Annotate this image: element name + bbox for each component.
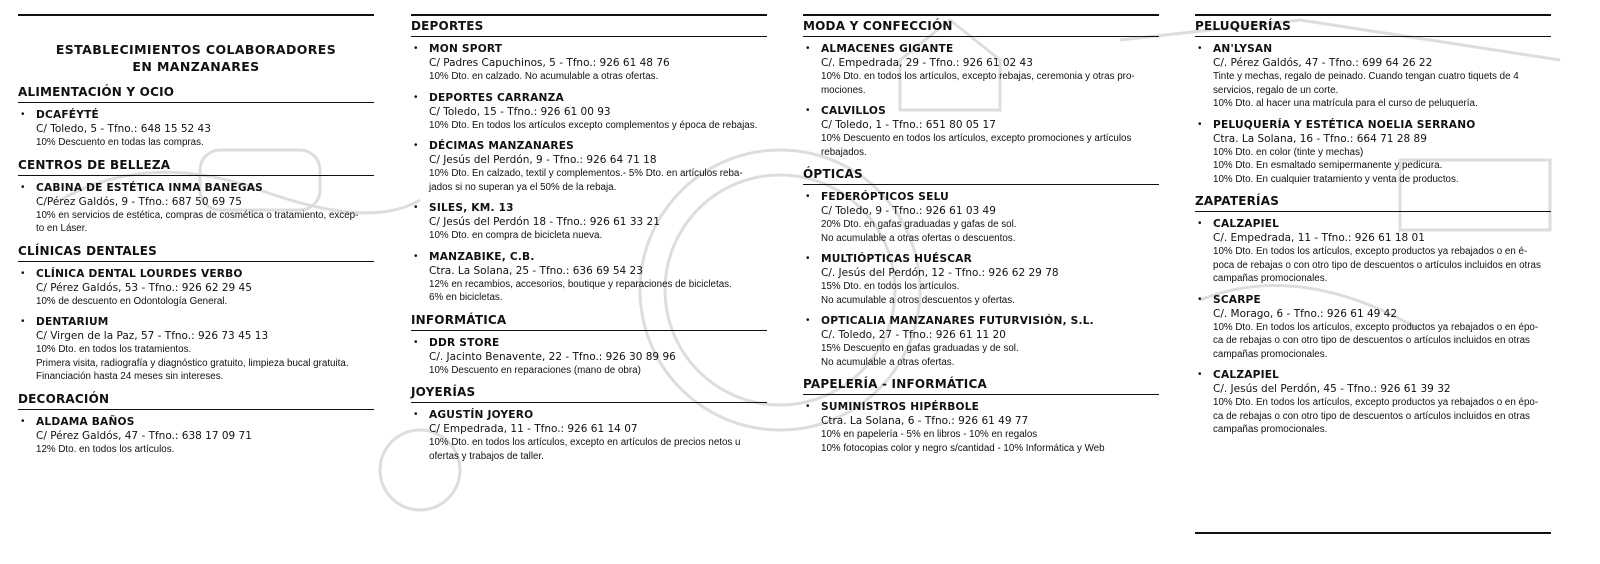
establishment-address-phone: C/. Pérez Galdós, 47 - Tfno.: 699 64 26 22 — [1213, 57, 1433, 69]
establishment-address-phone: C/. Empedrada, 29 - Tfno.: 926 61 02 43 — [821, 57, 1033, 69]
establishment-address-phone: Ctra. La Solana, 6 - Tfno.: 926 61 49 77 — [821, 415, 1029, 427]
discount-line: 10% Dto. en compra de bicicleta nueva. — [429, 230, 603, 241]
establishment-address-phone: C/ Virgen de la Paz, 57 - Tfno.: 926 73 45 13 — [36, 330, 269, 342]
establishment-address-phone: C/ Jesús del Perdón 18 - Tfno.: 926 61 33 21 — [429, 216, 660, 228]
discount-line: 10% de descuento en Odontología General. — [36, 295, 228, 307]
discount-line: 10% Dto. en todos los tratamientos. — [36, 344, 192, 355]
establishment-address-phone: C/ Toledo, 9 - Tfno.: 926 61 03 49 — [821, 205, 996, 217]
establishment-name: DEPORTES CARRANZA — [429, 91, 564, 104]
bullet-icon: • — [806, 43, 810, 54]
discount-details — [821, 280, 1159, 307]
establishment-entry — [18, 315, 374, 384]
discount-details — [429, 364, 767, 378]
bottom-rule — [1195, 532, 1551, 534]
discount-details — [36, 443, 374, 457]
category-section — [803, 14, 1159, 159]
establishment-name: MULTIÓPTICAS HUÉSCAR — [821, 253, 973, 265]
establishment-entry — [411, 139, 767, 194]
establishment-entry — [803, 400, 1159, 455]
discount-details — [1213, 396, 1551, 437]
discount-line: jados si no superan ya el 50% de la rebaja. — [429, 181, 617, 193]
establishment-entry — [411, 336, 767, 378]
establishment-name: AGUSTÍN JOYERO — [429, 409, 534, 421]
bullet-icon: • — [806, 253, 810, 264]
discount-line: campañas promocionales. — [1213, 273, 1328, 284]
discount-line: 12% en recambios, accesorios, boutique y reparaciones de bicicletas. — [429, 278, 732, 290]
discount-line: campañas promocionales. — [1213, 424, 1328, 435]
category-section — [803, 377, 1159, 455]
document-title — [18, 41, 374, 75]
establishment-name: DENTARIUM — [36, 316, 109, 328]
establishment-address-phone: C/. Morago, 6 - Tfno.: 926 61 49 42 — [1213, 307, 1398, 320]
establishment-entry — [803, 42, 1159, 97]
discount-line: mociones. — [821, 84, 866, 96]
discount-line: 10% Descuento en reparaciones (mano de obra) — [429, 364, 641, 376]
establishment-address-phone: Ctra. La Solana, 25 - Tfno.: 636 69 54 23 — [429, 264, 643, 277]
establishment-name: CALZAPIEL — [1213, 369, 1280, 381]
bullet-icon: • — [806, 401, 810, 412]
discount-details — [821, 342, 1159, 369]
document-title-block — [18, 14, 374, 75]
establishment-entry — [1195, 293, 1551, 362]
discount-line: No acumulable a otras ofertas. — [821, 356, 955, 368]
establishment-entry — [1195, 368, 1551, 437]
discount-line: 6% en bicicletas. — [429, 292, 503, 303]
establishment-address-phone: C/ Padres Capuchinos, 5 - Tfno.: 926 61 48 76 — [429, 57, 670, 69]
column-4 — [1195, 14, 1551, 445]
category-heading: CENTROS DE BELLEZA — [18, 158, 374, 176]
discount-details — [1213, 70, 1551, 111]
establishment-name: ALDAMA BAÑOS — [36, 415, 135, 428]
discount-line: ofertas y trabajos de taller. — [429, 450, 544, 462]
establishment-address-phone: C/. Empedrada, 11 - Tfno.: 926 61 18 01 — [1213, 232, 1425, 244]
category-heading: PELUQUERÍAS — [1195, 14, 1551, 37]
discount-line: 15% Descuento en gafas graduadas y de sol. — [821, 343, 1019, 354]
discount-details — [36, 295, 374, 309]
establishment-address-phone: C/. Jesús del Perdón, 45 - Tfno.: 926 61 39 32 — [1213, 383, 1451, 395]
discount-line: 10% Dto. en calzado. No acumulable a otras ofertas. — [429, 71, 659, 82]
discount-line: 10% en papelería - 5% en libros - 10% en regalos — [821, 429, 1038, 440]
discount-details — [1213, 146, 1551, 187]
category-heading: JOYERÍAS — [411, 385, 767, 403]
discount-details — [429, 167, 767, 194]
establishment-entry — [411, 201, 767, 243]
discount-details — [36, 136, 374, 150]
discount-line: 10% fotocopias color y negro s/cantidad - 10% Informática y Web — [821, 442, 1105, 454]
discount-details — [821, 70, 1159, 97]
establishment-address-phone: C/. Jacinto Benavente, 22 - Tfno.: 926 30 89 96 — [429, 350, 676, 363]
establishment-entry — [803, 314, 1159, 369]
category-section — [18, 392, 374, 457]
establishment-entry — [18, 181, 374, 236]
category-heading: MODA Y CONFECCIÓN — [803, 14, 1159, 37]
discount-line: 10% Dto. En todos los artículos, excepto productos ya rebajados o en é- — [1213, 246, 1528, 257]
establishment-address-phone: C/Pérez Galdós, 9 - Tfno.: 687 50 69 75 — [36, 195, 242, 208]
discount-line: Tinte y mechas, regalo de peinado. Cuando tengan cuatro tiquets de 4 — [1213, 71, 1519, 82]
category-heading: ZAPATERÍAS — [1195, 194, 1551, 212]
bullet-icon: • — [1198, 43, 1202, 54]
establishment-name: CABINA DE ESTÉTICA INMA BANEGAS — [36, 181, 263, 194]
category-section — [803, 167, 1159, 369]
discount-line: 10% Dto. al hacer una matrícula para el curso de peluquería. — [1213, 98, 1478, 109]
document-title-line-2: EN MANZANARES — [132, 59, 260, 74]
establishment-address-phone: C/ Pérez Galdós, 53 - Tfno.: 926 62 29 45 — [36, 281, 252, 294]
discount-line: ca de rebajas o con otro tipo de descuentos o artículos incluidos en otras — [1213, 335, 1530, 346]
establishment-entry — [411, 408, 767, 463]
establishment-entry — [411, 250, 767, 305]
establishment-address-phone: C/ Toledo, 15 - Tfno.: 926 61 00 93 — [429, 105, 611, 118]
establishment-name: FEDERÓPTICOS SELU — [821, 191, 949, 203]
bullet-icon: • — [21, 267, 25, 279]
category-heading: DECORACIÓN — [18, 392, 374, 410]
establishment-name: CALZAPIEL — [1213, 218, 1280, 230]
discount-details — [821, 428, 1159, 455]
discount-line: ca de rebajas o con otro tipo de descuentos o artículos incluidos en otras — [1213, 410, 1530, 422]
establishment-address-phone: C/ Toledo, 5 - Tfno.: 648 15 52 43 — [36, 123, 211, 135]
discount-line: 10% Dto. en todos los artículos, excepto rebajas, ceremonia y otras pro- — [821, 71, 1135, 82]
discount-details — [429, 436, 767, 463]
bullet-icon: • — [21, 109, 25, 120]
establishment-entry — [18, 267, 374, 309]
establishment-address-phone: Ctra. La Solana, 16 - Tfno.: 664 71 28 89 — [1213, 132, 1427, 145]
discount-line: 10% Dto. en color (tinte y mechas) — [1213, 146, 1364, 158]
bullet-icon: • — [414, 409, 418, 420]
category-section — [411, 385, 767, 463]
discount-line: 12% Dto. en todos los artículos. — [36, 443, 175, 455]
establishment-entry — [411, 91, 767, 133]
discount-details — [821, 132, 1159, 159]
establishment-name: PELUQUERÍA Y ESTÉTICA NOELIA SERRANO — [1213, 118, 1476, 131]
discount-line: 15% Dto. en todos los artículos. — [821, 281, 960, 292]
establishment-name: SILES, KM. 13 — [429, 202, 514, 214]
category-section — [18, 85, 374, 150]
establishment-name: DÉCIMAS MANZANARES — [429, 140, 574, 152]
bullet-icon: • — [1198, 369, 1202, 380]
establishment-address-phone: C/ Empedrada, 11 - Tfno.: 926 61 14 07 — [429, 423, 638, 435]
discount-line: 10% Dto. En calzado, textil y complementos.- 5% Dto. en artículos reba- — [429, 168, 743, 179]
discount-line: 20% Dto. en gafas graduadas y gafas de sol. — [821, 219, 1017, 230]
discount-line: 10% Dto. En todos los artículos excepto complementos y época de rebajas. — [429, 119, 758, 131]
establishment-entry — [1195, 42, 1551, 111]
establishment-name: DDR STORE — [429, 336, 500, 349]
establishment-address-phone: C/. Toledo, 27 - Tfno.: 926 61 11 20 — [821, 329, 1006, 341]
discount-details — [1213, 321, 1551, 362]
discount-line: 10% Dto. En todos los artículos, excepto productos ya rebajados o en épo- — [1213, 321, 1539, 333]
bullet-icon: • — [1198, 218, 1202, 229]
establishment-entry — [18, 108, 374, 150]
bullet-icon: • — [806, 315, 810, 326]
establishment-name: CALVILLOS — [821, 105, 886, 117]
establishment-entry — [18, 415, 374, 457]
column-2 — [411, 14, 767, 471]
discount-line: servicios, regalo de un corte. — [1213, 84, 1339, 96]
bullet-icon: • — [414, 336, 418, 348]
category-heading: PAPELERÍA - INFORMÁTICA — [803, 377, 1159, 395]
discount-details — [36, 343, 374, 384]
bullet-icon: • — [21, 181, 25, 193]
establishment-name: SCARPE — [1213, 293, 1261, 306]
bullet-icon: • — [414, 202, 418, 213]
category-heading: DEPORTES — [411, 14, 767, 37]
establishment-entry — [1195, 217, 1551, 286]
category-heading: ALIMENTACIÓN Y OCIO — [18, 85, 374, 103]
establishment-name: OPTICALIA MANZANARES FUTURVISIÓN, S.L. — [821, 315, 1094, 327]
establishment-entry — [411, 42, 767, 84]
bullet-icon: • — [806, 191, 810, 202]
discount-line: 10% Dto. En todos los artículos, excepto productos ya rebajados o en épo- — [1213, 397, 1539, 408]
discount-line: 10% Dto. en todos los artículos, excepto en artículos de precios netos u — [429, 437, 741, 448]
discount-details — [429, 70, 767, 84]
category-section — [18, 158, 374, 236]
establishment-name: MON SPORT — [429, 43, 503, 55]
establishment-name: ALMACENES GIGANTE — [821, 43, 954, 55]
bullet-icon: • — [21, 316, 25, 327]
bullet-icon: • — [1198, 293, 1202, 305]
bullet-icon: • — [21, 415, 25, 427]
category-heading: ÓPTICAS — [803, 167, 1159, 185]
establishment-entry — [803, 190, 1159, 245]
discount-line: No acumulable a otras ofertas o descuentos. — [821, 232, 1016, 244]
discount-line: poca de rebajas o con otro tipo de descuentos o artículos incluidos en otras — [1213, 259, 1541, 271]
bullet-icon: • — [414, 91, 418, 103]
document-title-line-1: ESTABLECIMIENTOS COLABORADORES — [55, 42, 337, 57]
category-section — [1195, 14, 1551, 186]
discount-line: campañas promocionales. — [1213, 348, 1328, 360]
establishment-name: AN'LYSAN — [1213, 43, 1273, 55]
discount-line: 10% Dto. En cualquier tratamiento y venta de productos. — [1213, 173, 1459, 185]
bullet-icon: • — [414, 43, 418, 54]
establishment-address-phone: C/ Toledo, 1 - Tfno.: 651 80 05 17 — [821, 119, 996, 131]
category-section — [411, 313, 767, 378]
discount-line: to en Láser. — [36, 223, 88, 234]
discount-details — [36, 209, 374, 236]
column-1 — [18, 14, 374, 464]
discount-line: 10% en servicios de estética, compras de cosmética o tratamiento, excep- — [36, 209, 359, 221]
discount-line: Financiación hasta 24 meses sin intereses. — [36, 371, 224, 382]
establishment-entry — [1195, 118, 1551, 187]
discount-line: 10% Descuento en todos los artículos, excepto promociones y artículos — [821, 133, 1132, 144]
discount-details — [429, 278, 767, 305]
bullet-icon: • — [806, 105, 810, 116]
column-3 — [803, 14, 1159, 463]
establishment-name: DCAFÉYTÉ — [36, 109, 99, 121]
bullet-icon: • — [414, 250, 418, 262]
bullet-icon: • — [1198, 118, 1202, 130]
establishment-entry — [803, 252, 1159, 307]
establishment-address-phone: C/ Pérez Galdós, 47 - Tfno.: 638 17 09 71 — [36, 429, 252, 442]
category-section — [18, 244, 374, 384]
discount-line: Primera visita, radiografía y diagnóstico gratuito, limpieza bucal gratuita. — [36, 357, 349, 369]
establishment-address-phone: C/ Jesús del Perdón, 9 - Tfno.: 926 64 71 18 — [429, 154, 657, 166]
discount-details — [429, 229, 767, 243]
category-section — [411, 14, 767, 305]
establishment-entry — [803, 104, 1159, 159]
discount-line: 10% Dto. En esmaltado semipermanente y pedicura. — [1213, 160, 1443, 171]
discount-details — [1213, 245, 1551, 286]
discount-details — [821, 218, 1159, 245]
establishment-name: SUMINISTROS HIPÉRBOLE — [821, 401, 980, 413]
discount-details — [429, 119, 767, 133]
category-section — [1195, 194, 1551, 437]
category-heading: INFORMÁTICA — [411, 313, 767, 331]
category-heading: CLÍNICAS DENTALES — [18, 244, 374, 262]
discount-line: 10% Descuento en todas las compras. — [36, 137, 204, 148]
bullet-icon: • — [414, 140, 418, 151]
establishment-name: MANZABIKE, C.B. — [429, 250, 535, 263]
establishment-address-phone: C/. Jesús del Perdón, 12 - Tfno.: 926 62 29 78 — [821, 267, 1059, 279]
establishment-name: CLÍNICA DENTAL LOURDES VERBO — [36, 267, 243, 280]
discount-line: rebajados. — [821, 146, 867, 158]
discount-line: No acumulable a otros descuentos y ofertas. — [821, 294, 1015, 306]
